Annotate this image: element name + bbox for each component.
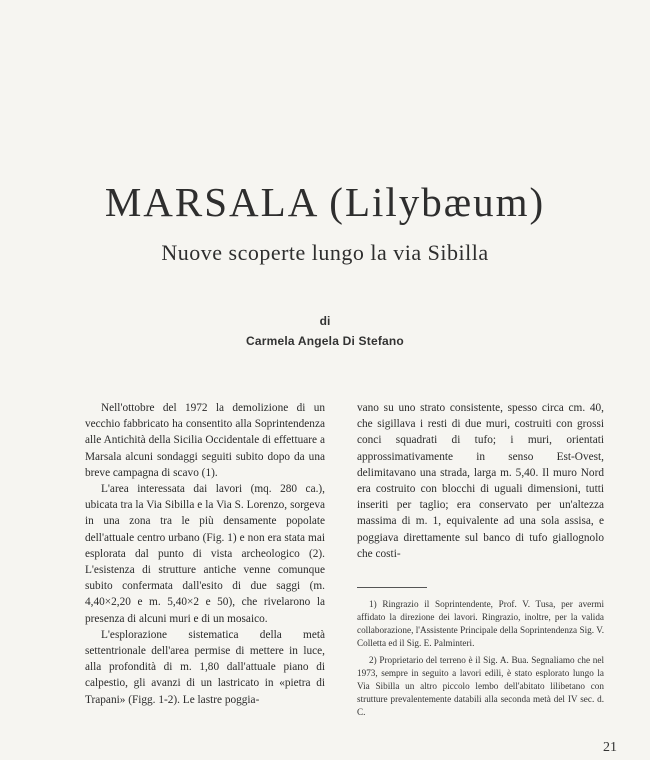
footnotes [357, 598, 604, 723]
article-title: MARSALA (Lilybæum) [104, 179, 546, 225]
page-number: 21 [603, 740, 617, 755]
body-right-column [357, 400, 604, 562]
author-name: Carmela Angela Di Stefano [246, 334, 404, 348]
paragraph: L'area interessata dai lavori (mq. 280 ca.), ubicata tra la Via Sibilla e la Via S. Lorenzo, sorgeva in una zona tra le più densamente popolate dell'attuale centro urbano (Fig. 1) e non era stata mai esplorata dal punto di vista archeologico (2). L'esistenza di strutture antiche venne comunque subito confermata dall'esito di due saggi (m. 4,40×2,20 e m. 5,40×2 e 50), che rivelarono la presenza di alcuni muri e di un mosaico. [85, 483, 325, 625]
paragraph: vano su uno strato consistente, spesso circa cm. 40, che sigillava i resti di due muri, costruiti con grossi conci squadrati di tufo; i muri, orientati approssimativamente in senso Est-Ovest, delimitavano una strada, larga m. 5,40. Il muro Nord era costruito con blocchi di uguali dimensioni, tutti inseriti per taglio; era conservato per un'altezza massima di m. 1, equivalente ad una sola assisa, e poggiava direttamente sul banco di tufo giallognolo che costi- [357, 402, 604, 560]
body-left-column [85, 400, 325, 708]
footnote-2: 2) Proprietario del terreno è il Sig. A. Bua. Segnaliamo che nel 1973, sempre in seguito a lavori edili, è stato esplorato lungo la Via Sibilla un altro piccolo lembo dell'abitato lilibetano con strutture prevalentemente databili alla seconda metà del IV sec. d. C. [357, 655, 604, 717]
paragraph: Nell'ottobre del 1972 la demolizione di un vecchio fabbricato ha consentito alla Soprintendenza alle Antichità della Sicilia Occidentale di effettuare a Marsala alcuni sondaggi seguiti subito dopo da una breve campagna di scavo (1). [85, 402, 325, 479]
byline-di: di [319, 314, 331, 328]
footnote-rule [357, 587, 427, 588]
article-subtitle: Nuove scoperte lungo la via Sibilla [161, 240, 489, 265]
footnote-1: 1) Ringrazio il Soprintendente, Prof. V. Tusa, per avermi affidato la direzione dei lavori. Ringrazio, inoltre, per la valida collaborazione, l'Assistente Principale della Soprintendenza Sig. V. Colletta ed il Sig. E. Palminteri. [357, 599, 604, 648]
paragraph: L'esplorazione sistematica della metà settentrionale dell'area permise di mettere in luce, alla profondità di m. 1,80 dall'attuale piano di calpestio, gli avanzi di un lastricato in «pietra di Trapani» (Figg. 1-2). Le lastre poggia- [85, 628, 325, 706]
